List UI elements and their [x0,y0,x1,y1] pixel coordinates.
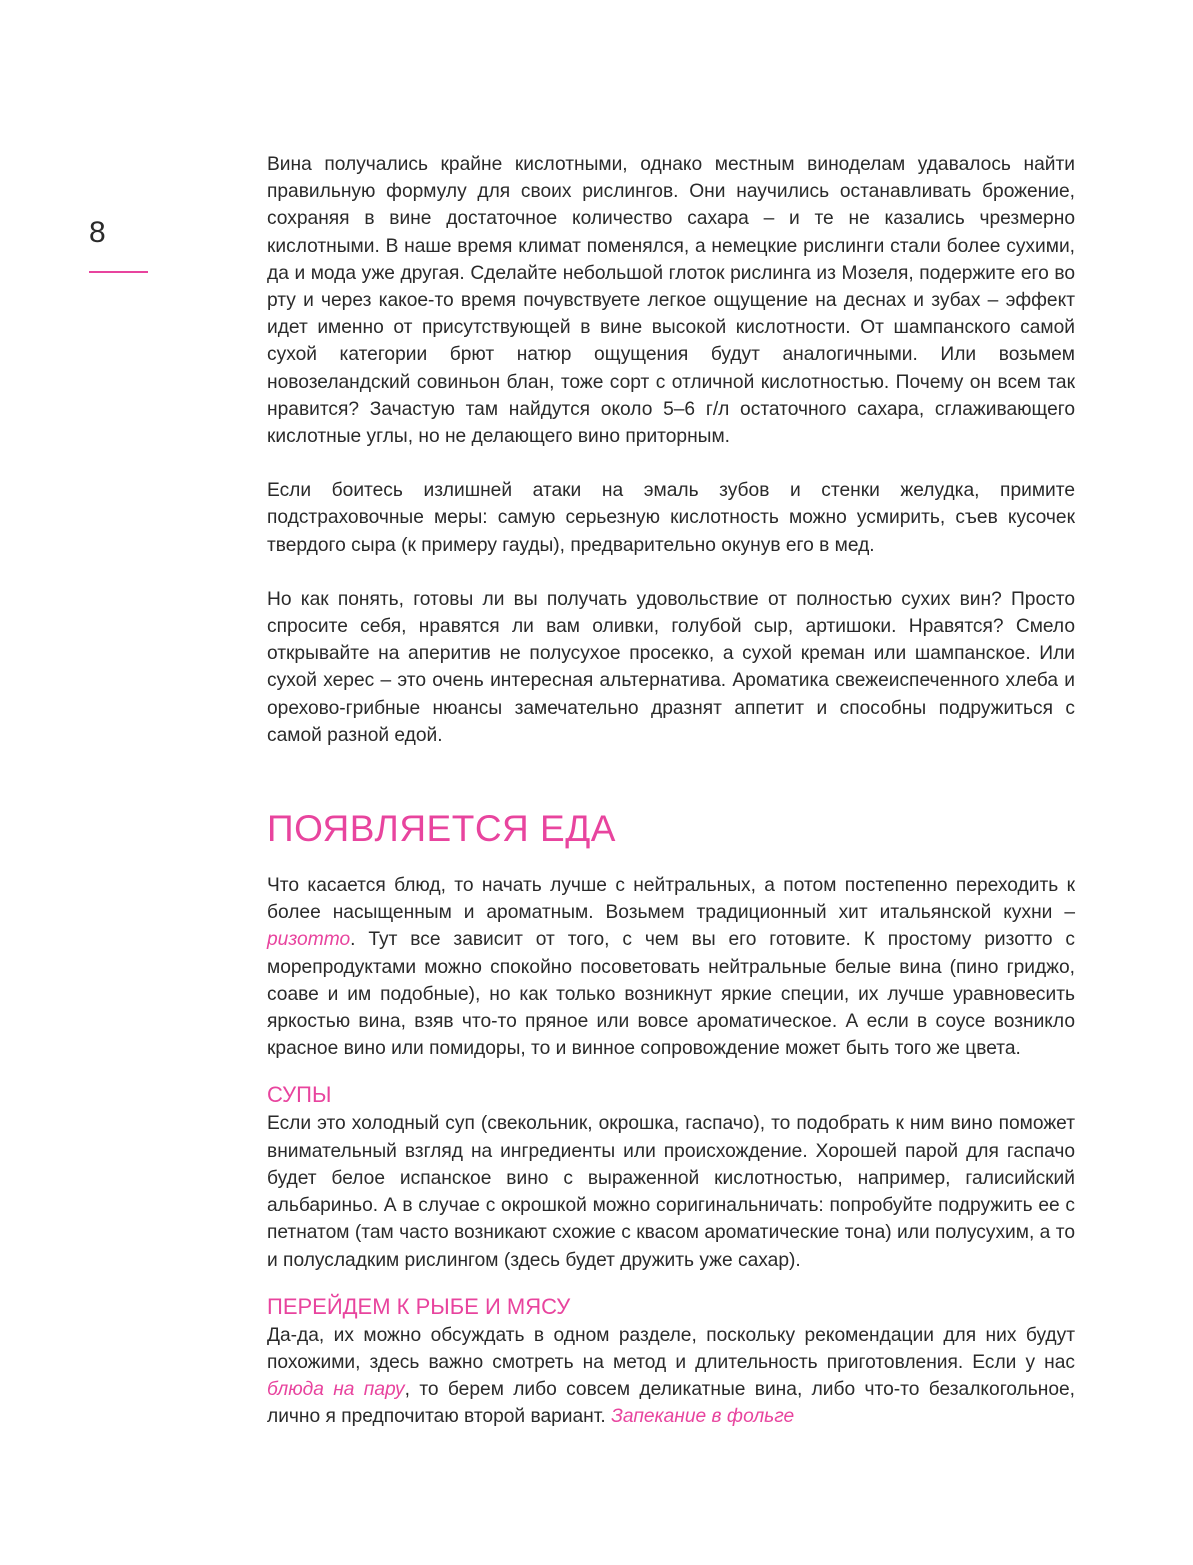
risotto-link[interactable]: ризотто [267,929,351,951]
paragraph-riesling: Вина получались крайне кислотными, однако местным виноделам удавалось найти правильную формулу для своих рислингов. Они научились останавливать брожение, сохраняя в вине достаточное количество сахара – и те не казались чрезмерно кислотными. В наше время климат поменялся, а немецкие рислинги стали более сухими, да и мода уже другая. Сделайте небольшой глоток рислинга из Мозеля, подержите его во рту и через какое-то время почувствуете легкое ощущение на деснах и зубах – эффект идет именно от присутствующей в вине высокой кислотности. От шампанского самой сухой категории брют натюр ощущения будут аналогичными. Или возьмем новозеландский совиньон блан, тоже сорт с отличной кислотностью. Почему он всем так нравится? Зачастую там найдутся около 5–6 г/л остаточного сахара, сглаживающего кислотные углы, но не делающего вино приторным. [267,154,1075,448]
paragraph-food-intro [267,872,1075,1062]
foil-baking-link[interactable]: Запекание в фольге [611,1406,795,1428]
fish-text-before: Да-да, их можно обсуждать в одном разделе, поскольку рекомендации для них будут похожими, здесь важно смотреть на метод и длительность приготовления. Если у нас [267,1324,1075,1373]
paragraph-acidity-tips: Если боитесь излишней атаки на эмаль зубов и стенки желудка, примите подстраховочные меры: самую серьезную кислотность можно усмирить, съев кусочек твердого сыра (к примеру гауды), предварительно окунув его в мед. [267,480,1075,556]
section-heading-food: ПОЯВЛЯЕТСЯ ЕДА [267,808,616,850]
food-intro-text-after: . Тут все зависит от того, с чем вы его готовите. К простому ризотто с морепродуктами можно спокойно посоветовать нейтральные белые вина (пино гриджо, соаве и им подобные), но как только возникнут яркие специи, их лучше уравновесить яркостью вина, взяв что-то пряное или вовсе ароматическое. А если в соусе возникло красное вино или помидоры, то и винное сопровождение может быть того же цвета. [267,929,1075,1060]
page-number: 8 [89,216,106,249]
steamed-dishes-link[interactable]: блюда на пару [267,1379,405,1401]
paragraph-soups: Если это холодный суп (свекольник, окрошка, гаспачо), то подобрать к ним вино поможет внимательный взгляд на ингредиенты или происхождение. Хорошей парой для гаспачо будет белое испанское вино с выраженной кислотностью, например, галисийский альбариньо. А в случае с окрошкой можно соригинальничать: попробуйте подружить ее с петнатом (там часто возникают схожие с квасом ароматические тона) или полусухим, а то и полусладким рислингом (здесь будет дружить уже сахар). [267,1113,1075,1271]
food-intro-text-before: Что касается блюд, то начать лучше с нейтральных, а потом постепенно переходить к более насыщенным и ароматным. Возьмем традиционный хит итальянской кухни – [267,875,1075,924]
subheading-fish-meat: ПЕРЕЙДЕМ К РЫБЕ И МЯСУ [267,1293,571,1319]
article-body [267,151,1075,1431]
paragraph-dry-wines: Но как понять, готовы ли вы получать удовольствие от полностью сухих вин? Просто спросите себя, нравятся ли вам оливки, голубой сыр, артишоки. Нравятся? Смело открывайте на аперитив не полусухое просекко, а сухой креман или шампанское. Или сухой херес – это очень интересная альтернатива. Ароматика свежеиспеченного хлеба и орехово-грибные нюансы замечательно дразнят аппетит и способны подружиться с самой разной едой. [267,588,1075,746]
subheading-soups: СУПЫ [267,1082,332,1108]
fish-text-middle: , то берем либо совсем деликатные вина, либо что-то безалкогольное, лично я предпочитаю второй вариант. [267,1379,1075,1428]
paragraph-fish-meat [267,1322,1075,1431]
page-number-underline [89,271,148,273]
